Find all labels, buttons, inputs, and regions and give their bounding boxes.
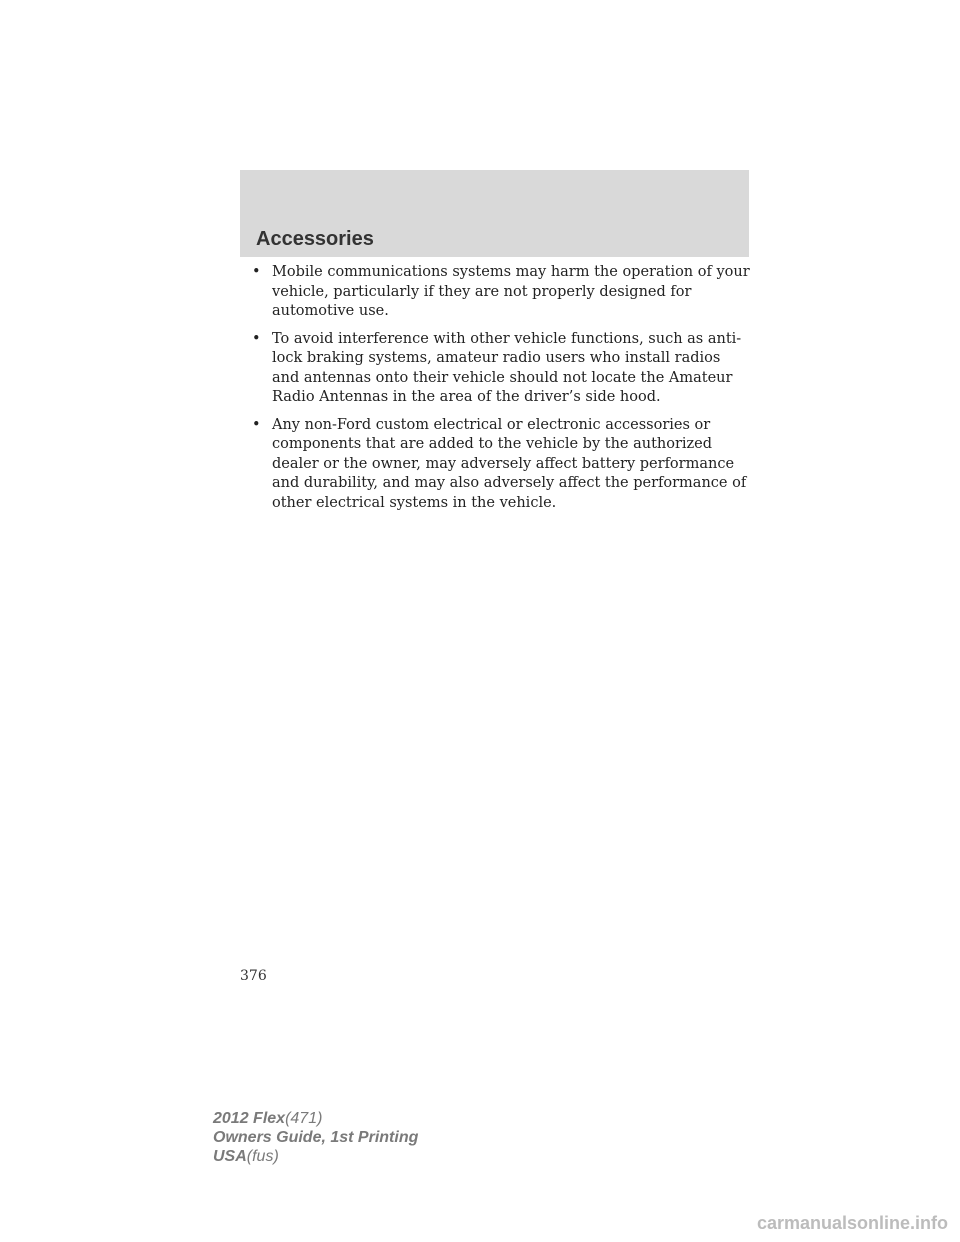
print-footer (213, 1109, 418, 1166)
bullet-marker: • (252, 330, 261, 347)
bullet-marker: • (252, 416, 261, 433)
bullet-list (250, 263, 750, 521)
bullet-item (250, 330, 750, 408)
page-number: 376 (240, 968, 267, 984)
footer-model-code: (471) (285, 1110, 323, 1127)
bullet-text: Any non-Ford custom electrical or electronic accessories or components that are added to the vehicle by the authorized dealer or the owner, may adversely affect battery performance and durability, and may also adversely affect the performance of other electrical systems in the vehicle. (272, 416, 747, 511)
watermark-logo: carmanualsonline.info (756, 1213, 948, 1233)
footer-line-market (213, 1147, 418, 1166)
footer-model: 2012 Flex (213, 1110, 286, 1127)
footer-line-model (213, 1109, 418, 1128)
bullet-text: Mobile communications systems may harm the operation of your vehicle, particularly if they are not properly designed for automotive use. (272, 264, 750, 319)
bullet-item (250, 263, 750, 322)
bullet-marker: • (252, 264, 261, 280)
bullet-text: To avoid interference with other vehicle functions, such as anti-lock braking systems, amateur radio users who install radios and antennas onto their vehicle should not locate the Amateur Radio Antennas in the area of the driver’s side hood. (272, 330, 742, 405)
footer-market-code: (fus) (246, 1148, 279, 1165)
section-title: Accessories (256, 228, 374, 250)
bullet-item (250, 416, 750, 514)
footer-printing: Owners Guide, 1st Printing (213, 1129, 419, 1146)
footer-market: USA (213, 1148, 247, 1165)
section-header-band (240, 170, 749, 257)
